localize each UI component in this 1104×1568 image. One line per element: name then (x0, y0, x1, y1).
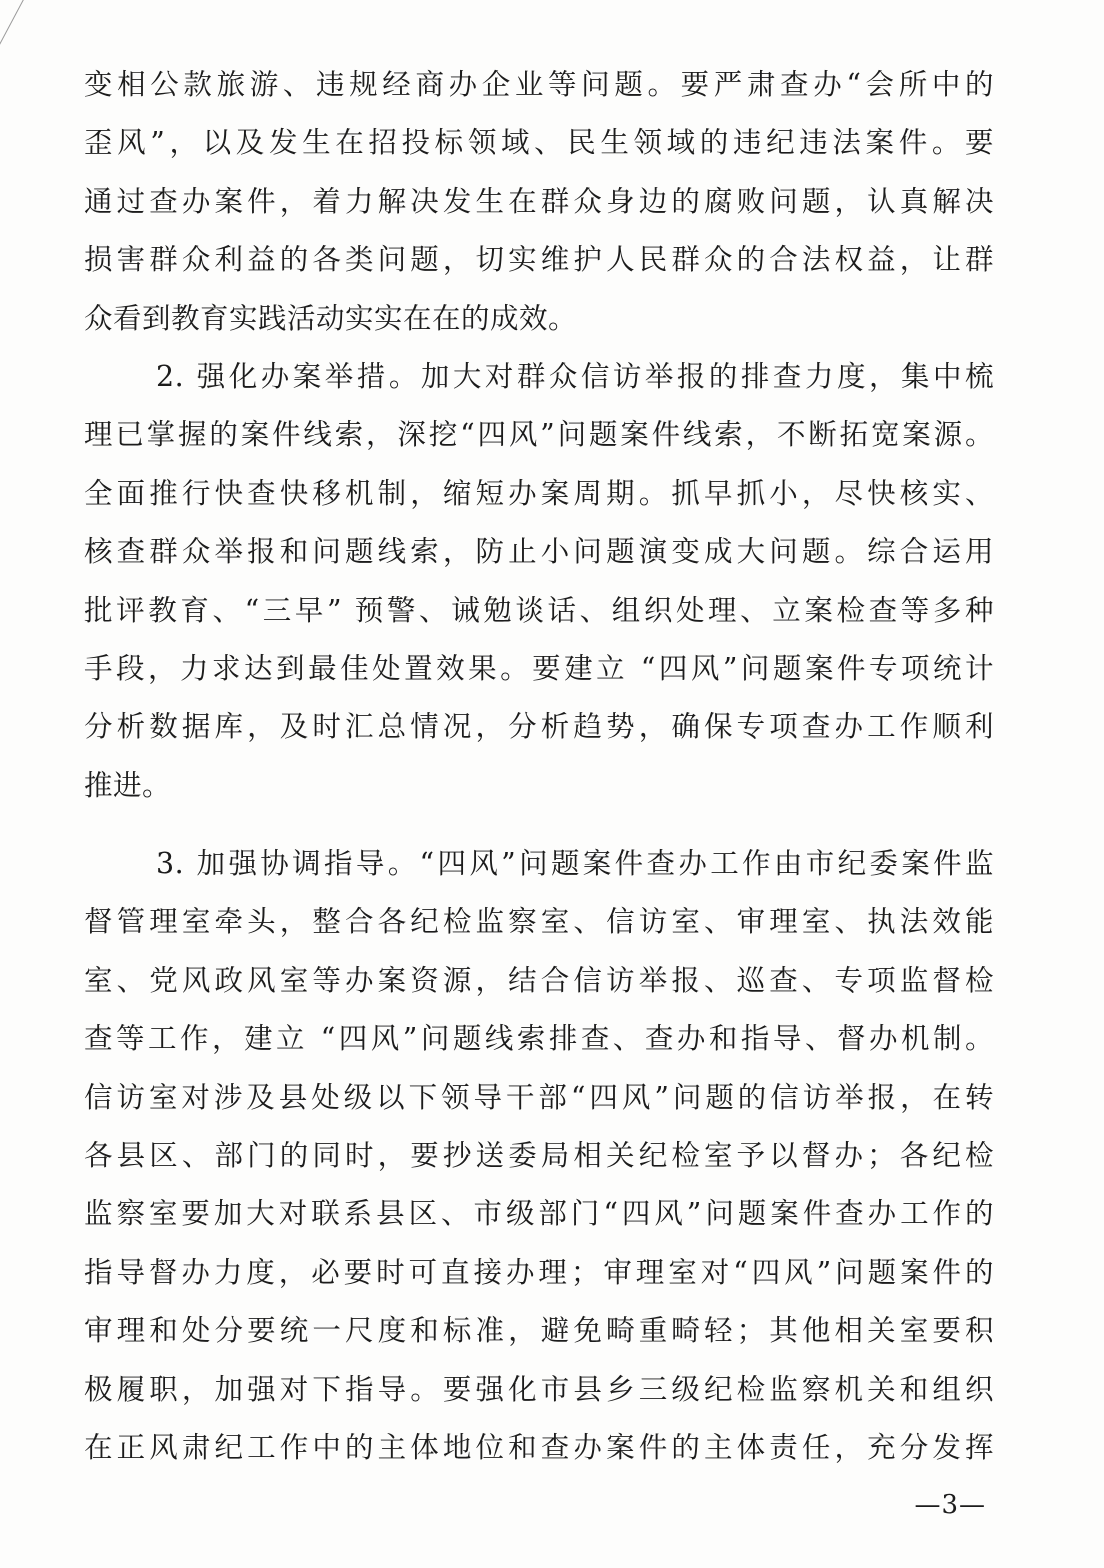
text-line: 损害群众利益的各类问题，切实维护人民群众的合法权益，让群 (84, 243, 994, 277)
text-line: 歪风”，以及发生在招投标领域、民生领域的违纪违法案件。要 (84, 126, 994, 160)
text-line: 众看到教育实践活动实实在在的成效。 (84, 301, 578, 335)
text-line: 全面推行快查快移机制，缩短办案周期。抓早抓小，尽快核实、 (84, 476, 994, 510)
text-line: 分析数据库，及时汇总情况，分析趋势，确保专项查办工作顺利 (84, 710, 994, 744)
text-line: 指导督办力度，必要时可直接办理；审理室对“四风”问题案件的 (84, 1255, 994, 1289)
text-line: 在正风肃纪工作中的主体地位和查办案件的主体责任，充分发挥 (84, 1430, 994, 1464)
document-body (84, 56, 994, 1477)
text-line: 信访室对涉及县处级以下领导干部“四风”问题的信访举报，在转 (84, 1080, 994, 1114)
text-line: 批评教育、“三早” 预警、诫勉谈话、组织处理、立案检查等多种 (84, 593, 994, 627)
text-line: 核查群众举报和问题线索，防止小问题演变成大问题。综合运用 (84, 535, 994, 569)
page-number: —3— (914, 1490, 986, 1520)
paragraph-gap (84, 815, 994, 835)
text-line: 查等工作，建立 “四风”问题线索排查、查办和指导、督办机制。 (84, 1022, 994, 1056)
scan-edge-mark (0, 0, 60, 100)
text-line: 推进。 (84, 768, 172, 802)
text-line: 变相公款旅游、违规经商办企业等问题。要严肃查办“会所中的 (84, 68, 994, 101)
paragraph-heading-line: 2. 强化办案举措。加大对群众信访举报的排查力度，集中梳 (156, 359, 994, 393)
paragraph-heading-line: 3. 加强协调指导。“四风”问题案件查办工作由市纪委案件监 (156, 847, 994, 881)
text-line: 极履职，加强对下指导。要强化市县乡三级纪检监察机关和组织 (84, 1372, 994, 1406)
text-line: 督管理室牵头，整合各纪检监察室、信访室、审理室、执法效能 (84, 905, 994, 939)
text-line: 理已掌握的案件线索，深挖“四风”问题案件线索，不断拓宽案源。 (84, 418, 994, 452)
text-line: 监察室要加大对联系县区、市级部门“四风”问题案件查办工作的 (84, 1197, 994, 1231)
text-line: 室、党风政风室等办案资源，结合信访举报、巡查、专项监督检 (84, 963, 994, 997)
text-line: 手段，力求达到最佳处置效果。要建立 “四风”问题案件专项统计 (84, 651, 994, 685)
text-line: 审理和处分要统一尺度和标准，避免畸重畸轻；其他相关室要积 (84, 1314, 994, 1348)
text-line: 通过查办案件，着力解决发生在群众身边的腐败问题，认真解决 (84, 184, 994, 218)
text-line: 各县区、部门的同时，要抄送委局相关纪检室予以督办；各纪检 (84, 1139, 994, 1173)
